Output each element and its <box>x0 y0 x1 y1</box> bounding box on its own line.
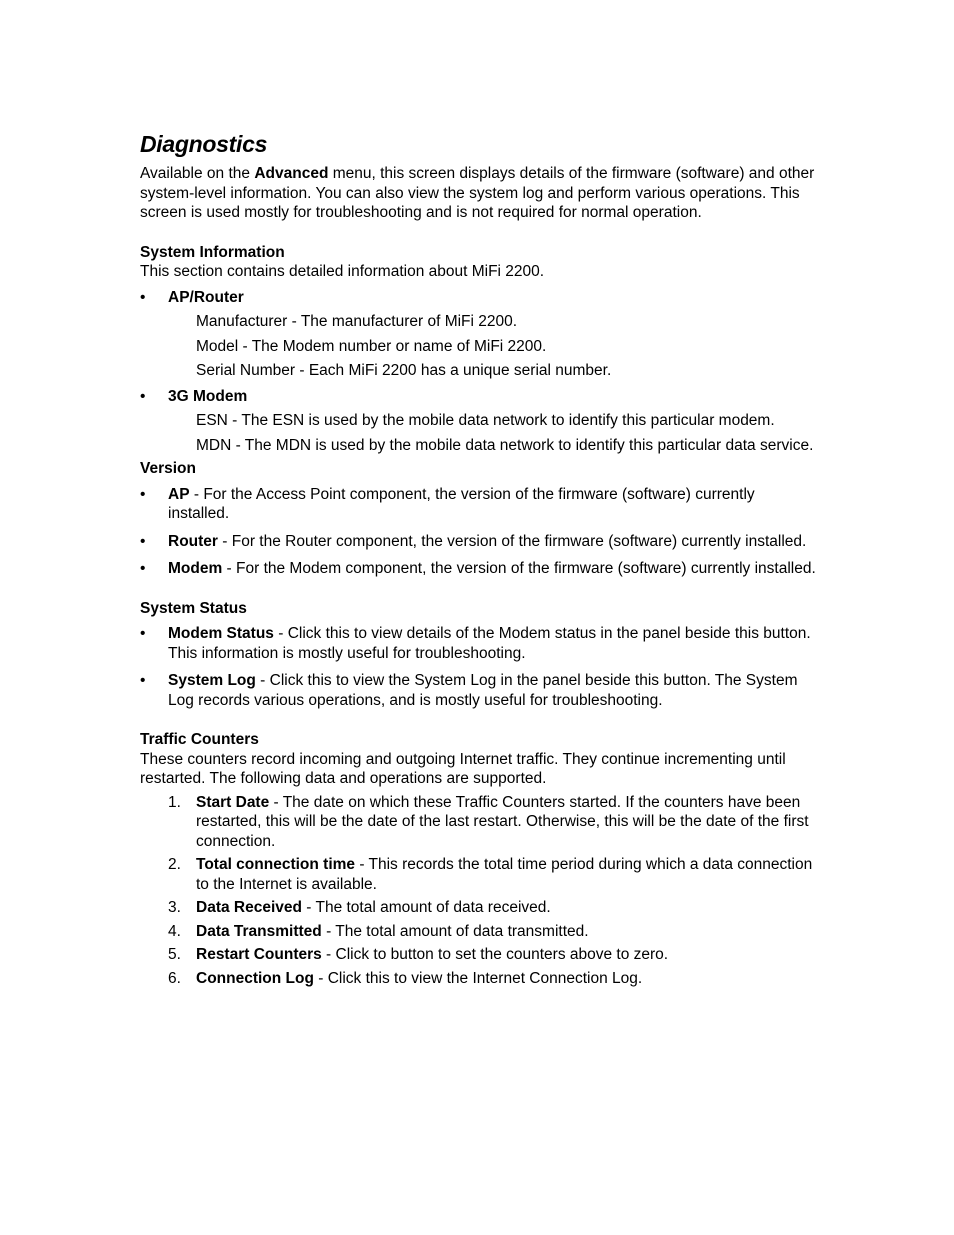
traffic-item-data-received <box>140 898 820 918</box>
version-item-modem <box>140 559 820 579</box>
system-information-desc: This section contains detailed information about MiFi 2200. <box>140 263 545 280</box>
traffic-item-data-transmitted <box>140 922 820 942</box>
traffic-item-number: 4. <box>168 922 181 940</box>
system-status-list <box>140 624 820 710</box>
ap-router-model: Model - The Modem number or name of MiFi 2200. <box>196 337 547 355</box>
traffic-item-number: 1. <box>168 793 181 811</box>
system-information-heading: System Information <box>140 243 285 261</box>
modem-3g-esn: ESN - The ESN is used by the mobile data network to identify this particular modem. <box>196 412 775 429</box>
version-item-router <box>140 532 820 552</box>
version-item-ap <box>140 485 820 524</box>
system-status-item-log-text: - Click this to view the System Log in the panel beside this button. The System Log records various operations, and is mostly useful for troubleshooting. <box>168 672 798 709</box>
traffic-item-total-connection-time <box>140 855 820 894</box>
traffic-item-text: - Click this to view the Internet Connection Log. <box>313 969 643 987</box>
traffic-item-connection-log <box>140 969 820 989</box>
ap-router-item <box>140 288 820 308</box>
system-status-item-modem-text: - Click this to view details of the Modem status in the panel beside this button. This information is mostly useful for troubleshooting. <box>168 625 811 662</box>
system-status-heading: System Status <box>140 599 247 617</box>
traffic-item-number: 2. <box>168 856 181 873</box>
version-item-ap-label: AP <box>168 485 190 503</box>
page-title: Diagnostics <box>140 131 268 157</box>
modem-3g-label: 3G Modem <box>168 387 248 405</box>
system-status-item-modem <box>140 624 820 663</box>
version-item-ap-text: - For the Access Point component, the version of the firmware (software) currently installed. <box>168 485 755 522</box>
traffic-item-text: - This records the total time period during which a data connection to the Internet is available. <box>196 856 813 893</box>
system-information-list <box>140 288 820 308</box>
traffic-item-label: Start Date <box>196 793 270 811</box>
modem-3g-mdn: MDN - The MDN is used by the mobile data network to identify this particular data service. <box>196 436 814 454</box>
traffic-item-label: Data Received <box>196 899 302 916</box>
traffic-item-restart-counters <box>140 945 820 965</box>
traffic-item-text: - Click to button to set the counters above to zero. <box>321 946 669 963</box>
intro-paragraph <box>140 164 820 223</box>
traffic-item-label: Data Transmitted <box>196 922 322 940</box>
traffic-item-label: Restart Counters <box>196 946 322 963</box>
intro-text-after: menu, this screen displays details of the firmware (software) and other system-level information. You can also view the system log and perform various operations. This screen is used mostly for troubleshooting and is not required for normal operation. <box>140 165 815 221</box>
traffic-item-number: 6. <box>168 969 181 987</box>
modem-3g-list <box>140 387 820 407</box>
traffic-item-number: 3. <box>168 899 181 916</box>
system-status-item-log-label: System Log <box>168 672 256 689</box>
traffic-item-number: 5. <box>168 946 181 963</box>
system-status-item-modem-label: Modem Status <box>168 625 274 642</box>
intro-bold-advanced: Advanced <box>254 165 329 182</box>
version-item-router-text: - For the Router component, the version of the firmware (software) currently installed. <box>217 532 807 550</box>
system-status-item-log <box>140 671 820 710</box>
version-heading: Version <box>140 460 196 477</box>
traffic-item-label: Connection Log <box>196 969 314 987</box>
traffic-item-text: - The date on which these Traffic Counters started. If the counters have been restarted, this will be the date of the last restart. Otherwise, this will be the date of the first connection. <box>196 793 809 850</box>
traffic-counters-desc: These counters record incoming and outgoing Internet traffic. They continue incrementing until restarted. The following data and operations are supported. <box>140 750 786 787</box>
traffic-item-text: - The total amount of data received. <box>301 899 551 916</box>
ap-router-manufacturer: Manufacturer - The manufacturer of MiFi 2200. <box>196 313 518 330</box>
traffic-item-text: - The total amount of data transmitted. <box>321 922 589 940</box>
version-list <box>140 485 820 579</box>
traffic-counters-list <box>140 793 820 989</box>
ap-router-label: AP/Router <box>168 288 244 306</box>
traffic-item-start-date <box>140 793 820 852</box>
traffic-item-label: Total connection time <box>196 856 356 873</box>
modem-3g-item <box>140 387 820 407</box>
version-item-modem-text: - For the Modem component, the version of the firmware (software) currently installed. <box>222 560 816 577</box>
intro-text-before: Available on the <box>140 165 255 182</box>
version-item-modem-label: Modem <box>168 560 223 577</box>
version-item-router-label: Router <box>168 532 218 550</box>
traffic-counters-heading: Traffic Counters <box>140 731 259 748</box>
document-page <box>140 128 820 988</box>
ap-router-serial: Serial Number - Each MiFi 2200 has a unique serial number. <box>196 362 612 379</box>
